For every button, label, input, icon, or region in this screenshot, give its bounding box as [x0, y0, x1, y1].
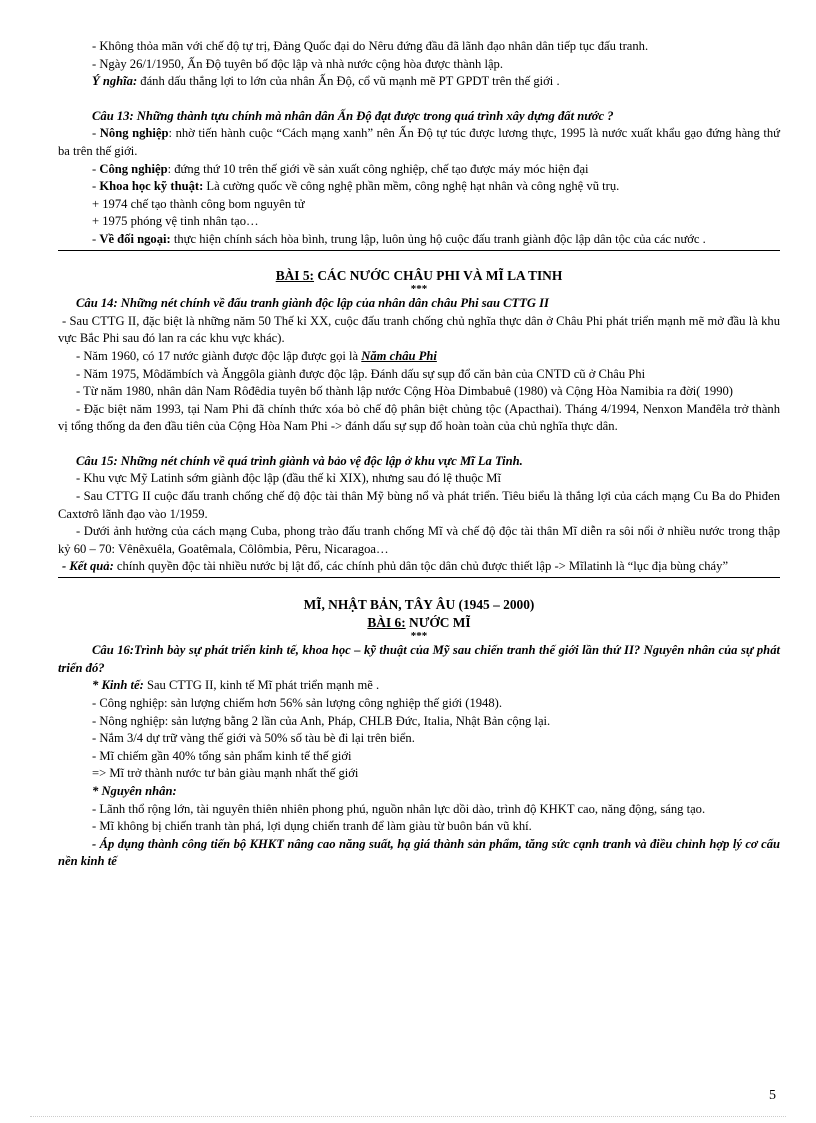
paragraph: - Ngày 26/1/1950, Ấn Độ tuyên bố độc lập và nhà nước cộng hòa được thành lập.	[92, 56, 503, 71]
question-15-title: Câu 15: Những nét chính về quá trình giành và bảo vệ độc lập ở khu vực Mĩ La Tinh.	[76, 453, 523, 468]
paragraph: Ý nghĩa: đánh dấu thắng lợi to lớn của nhân Ấn Độ, cổ vũ mạnh mẽ PT GPDT trên thế giới .	[92, 74, 560, 89]
question-13-title: Câu 13: Những thành tựu chính mà nhân dân Ấn Độ đạt được trong quá trình xây dựng đất nước ?	[92, 108, 614, 123]
paragraph: * Kinh tế: Sau CTTG II, kinh tế Mĩ phát triển mạnh mẽ .	[92, 678, 380, 693]
paragraph: - Về đối ngoại: thực hiện chính sách hòa bình, trung lập, luôn ủng hộ cuộc đấu tranh giành độc lập dân tộc của các nước .	[92, 231, 706, 246]
footer-divider	[30, 1116, 786, 1117]
paragraph: - Kết quả: chính quyền độc tài nhiều nước bị lật đổ, các chính phủ dân tộc dân chủ được thiết lập -> Mĩlatinh là “lục địa bùng cháy”	[62, 559, 729, 574]
document-page	[58, 38, 780, 871]
list-item: - Công nghiệp: sản lượng chiếm hơn 56% sản lượng công nghiệp thế giới (1948).	[92, 696, 502, 710]
lesson-6-title: BÀI 6: NƯỚC MĨ	[367, 614, 471, 630]
paragraph: - Năm 1975, Môdămbích và Ănggôla giành được độc lập. Đánh dấu sự sụp đổ căn bản của CNTD cũ ở Châu Phi	[76, 366, 646, 381]
cause-label: * Nguyên nhân:	[92, 783, 177, 798]
paragraph	[58, 783, 780, 801]
significance-label: Ý nghĩa:	[92, 74, 138, 89]
question-14-title: Câu 14: Những nét chính về đấu tranh giành độc lập của nhân dân châu Phi sau CTTG II	[76, 296, 549, 311]
lesson-5-title: BÀI 5: CÁC NƯỚC CHÂU PHI VÀ MĨ LA TINH	[275, 267, 563, 283]
list-item: - Nắm 3/4 dự trữ vàng thế giới và 50% số tàu bè đi lại trên biển.	[92, 731, 415, 746]
list-item: - Nông nghiệp: sản lượng bằng 2 lần của Anh, Pháp, CHLB Đức, Italia, Nhật Bản cộng lại.	[92, 713, 551, 728]
paragraph: - Công nghiệp: đứng thứ 10 trên thế giới về sản xuất công nghiệp, chế tạo được máy móc hiện đại	[92, 161, 589, 176]
economy-label: * Kinh tế:	[92, 678, 144, 693]
paragraph: - Sau CTTG II cuộc đấu tranh chống chế độ độc tài thân Mỹ bùng nổ và phát triển. Tiêu biểu là thắng lợi của cách mạng Cu Ba do Phiđen Caxtơrô lãnh đạo vào 1/1959.	[58, 489, 780, 521]
list-item: - Mĩ chiếm gần 40% tổng sản phẩm kinh tế thế giới	[92, 748, 352, 763]
paragraph: - Đặc biệt năm 1993, tại Nam Phi đã chính thức xóa bỏ chế độ phân biệt chủng tộc (Apacthai). Tháng 4/1994, Nenxon Manđêla trở thành vị tổng thống da đen đầu tiên của Cộng Hòa Nam Phi -> đánh dấu sự sụp đổ hoàn toàn của chủ nghĩa thực dân.	[58, 401, 780, 434]
paragraph: - Từ năm 1980, nhân dân Nam Rôđêdia tuyên bố thành lập nước Cộng Hòa Dimbabuê (1980) và Cộng Hòa Namibia ra đời( 1990)	[76, 384, 733, 399]
paragraph: - Khu vực Mỹ Latinh sớm giành độc lập (đầu thế kỉ XIX), nhưng sau đó lệ thuộc Mĩ	[76, 471, 501, 486]
divider	[58, 250, 780, 251]
stars: ***	[410, 283, 428, 296]
part-title: MĨ, NHẬT BẢN, TÂY ÂU (1945 – 2000)	[303, 597, 535, 613]
list-item: + 1974 chế tạo thành công bom nguyên tử	[92, 196, 305, 211]
question-16-title: Câu 16:Trình bày sự phát triển kinh tế, khoa học – kỹ thuật của Mỹ sau chiến tranh thế giới lần thứ II? Nguyên nhân của sự phát triển đó?	[58, 643, 780, 675]
result-label: - Kết quả:	[62, 559, 114, 574]
list-item: - Lãnh thổ rộng lớn, tài nguyên thiên nhiên phong phú, nguồn nhân lực dồi dào, trình độ KHKT cao, năng động, sáng tạo.	[92, 801, 706, 816]
list-item: + 1975 phóng vệ tinh nhân tạo…	[92, 214, 259, 229]
list-item: - Áp dụng thành công tiến bộ KHKT nâng cao năng suất, hạ giá thành sản phẩm, tăng sức cạnh tranh và điều chỉnh hợp lý cơ cấu nền kinh tế	[58, 836, 780, 869]
paragraph: - Dưới ảnh hưởng của cách mạng Cuba, phong trào đấu tranh chống Mĩ và chế độ độc tài thân Mĩ diễn ra sôi nổi ở nhiều nước trong thập kỷ 60 – 70: Vênêxuêla, Goatêmala, Côlômbia, Pêru, Nicaragoa…	[58, 524, 780, 556]
paragraph: - Khoa học kỹ thuật: Là cường quốc về công nghệ phần mềm, công nghệ hạt nhân và công nghệ vũ trụ.	[92, 179, 620, 194]
paragraph: - Sau CTTG II, đặc biệt là những năm 50 Thế kỉ XX, cuộc đấu tranh chống chủ nghĩa thực dân ở Châu Phi phát triển mạnh mẽ mở đầu là khu vực Bắc Phi sau đó lan ra các khu vực khác).	[58, 313, 780, 346]
stars: ***	[410, 630, 428, 643]
paragraph: - Không thỏa mãn với chế độ tự trị, Đảng Quốc đại do Nêru đứng đầu đã lãnh đạo nhân dân tiếp tục đấu tranh.	[92, 39, 649, 53]
divider	[58, 577, 780, 578]
list-item: => Mĩ trở thành nước tư bản giàu mạnh nhất thế giới	[92, 766, 359, 781]
paragraph: - Năm 1960, có 17 nước giành được độc lập được gọi là Năm châu Phi	[76, 348, 437, 363]
list-item: - Mĩ không bị chiến tranh tàn phá, lợi dụng chiến tranh để làm giàu từ buôn bán vũ khí.	[92, 819, 532, 834]
africa-year-term: Năm châu Phi	[361, 348, 437, 363]
paragraph: - Nông nghiệp: nhờ tiến hành cuộc “Cách mạng xanh” nên Ấn Độ tự túc được lương thực, 1995 là nước xuất khẩu gạo đứng hàng thứ ba trên thế giới.	[58, 126, 780, 158]
page-number: 5	[769, 1088, 776, 1103]
